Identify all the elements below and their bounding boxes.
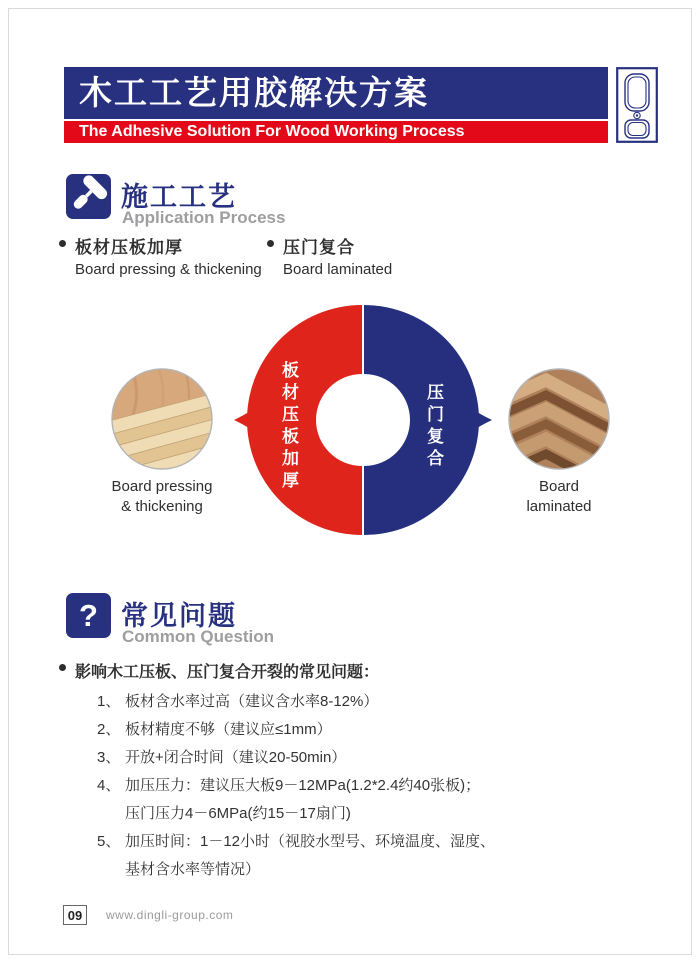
question-item-text: 加压时间：1－12小时（视胶水型号、环境温度、湿度、 基材含水率等情况） [125,833,496,878]
page-title: 木工工艺用胶解决方案 [64,67,608,119]
caption-board-laminated: Board laminated [526,478,592,515]
bullet-en: Board pressing & thickening [75,261,262,278]
question-item-number: 1、 [97,693,121,710]
paint-roller-icon [66,174,111,219]
question-item-number: 5、 [97,833,121,850]
question-item [97,772,637,828]
question-item-text: 板材精度不够（建议应≤1mm） [125,721,332,738]
question-item-text: 板材含水率过高（建议含水率8-12%） [125,693,379,710]
question-mark-icon: ? [66,593,111,638]
donut-left-half [247,305,362,535]
page-number: 09 [63,905,87,925]
section-title-question: 常见问题 [121,601,237,631]
donut-label-left: 板材压板加厚 [279,361,298,493]
page-sheet [8,8,692,955]
question-item [97,744,637,772]
door-panel-icon [616,67,658,148]
caption-board-pressing: Board pressing & thickening [111,478,213,515]
question-item [97,828,637,884]
bullet-zh: 压门复合 [283,238,355,257]
question-item-text: 开放+闭合时间（建议20-50min） [125,749,347,766]
bullet-dot [59,664,66,671]
bullet-dot [59,240,66,247]
process-donut-diagram [223,295,503,550]
question-list [97,688,637,884]
section-title-application: 施工工艺 [121,182,237,212]
question-item [97,688,637,716]
website-url: www.dingli-group.com [106,908,234,922]
wood-laminated-image [508,368,610,470]
question-item-number: 3、 [97,749,121,766]
section-subtitle-question: Common Question [122,627,275,646]
bullet-en: Board laminated [283,261,393,278]
question-item [97,716,637,744]
donut-label-right: 压门复合 [424,383,443,471]
page-subtitle: The Adhesive Solution For Wood Working Process [64,121,608,143]
bullet-zh: 板材压板加厚 [75,238,183,257]
wood-stack-image [111,368,213,470]
section-subtitle-application: Application Process [122,208,286,227]
question-item-number: 2、 [97,721,121,738]
question-lead: 影响木工压板、压门复合开裂的常见问题： [59,659,379,682]
bullet-dot [267,240,274,247]
bullet-board-pressing [59,233,262,278]
question-item-number: 4、 [97,777,121,794]
question-item-text: 加压压力：建议压大板9－12MPa(1.2*2.4约40张板)； 压门压力4－6MPa(约15－17扇门) [125,777,481,822]
bullet-board-laminated [267,233,392,278]
